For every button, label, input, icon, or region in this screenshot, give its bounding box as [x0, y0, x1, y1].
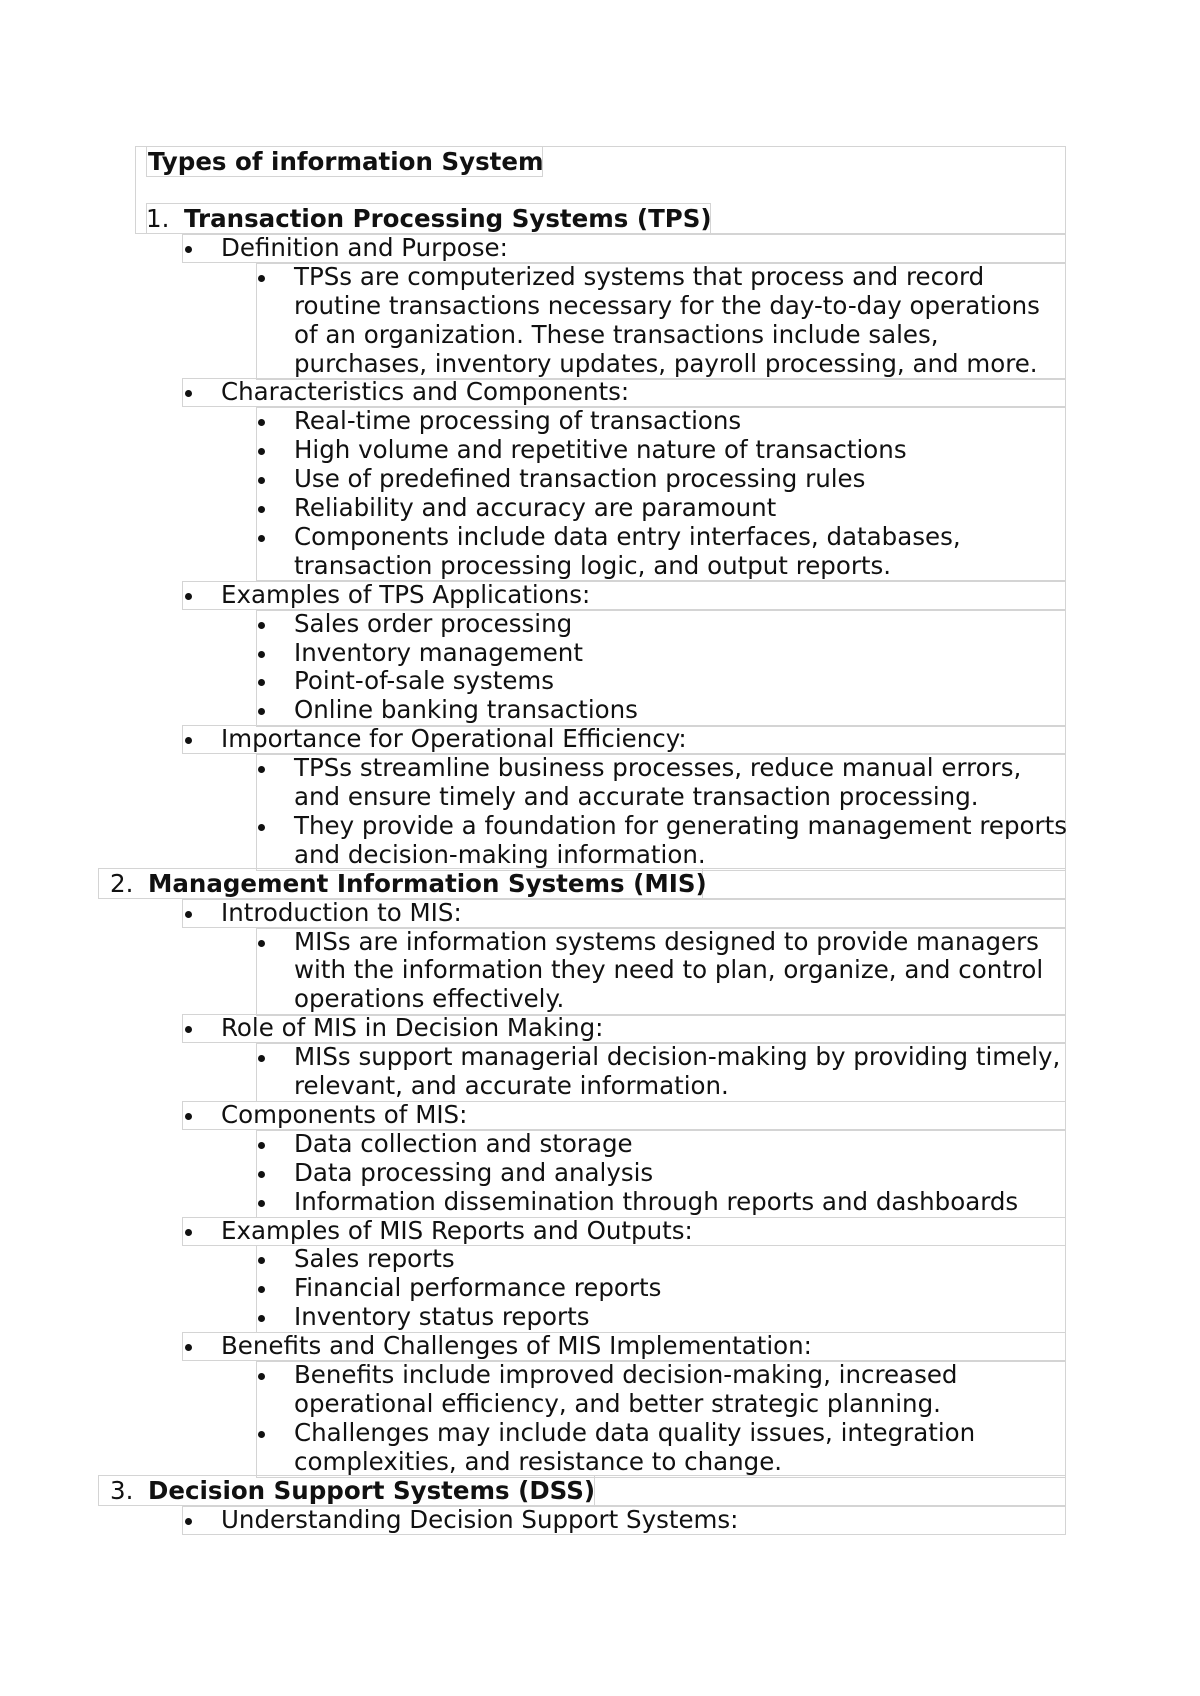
section-number: 1.	[146, 204, 170, 233]
bullet-marker	[258, 824, 265, 831]
sub-item-text: MISs support managerial decision-making by providing timely,	[294, 1042, 1061, 1072]
sub-item-text: complexities, and resistance to change.	[294, 1446, 783, 1476]
list-item-label: Understanding Decision Support Systems:	[221, 1504, 739, 1534]
bullet-marker	[258, 1373, 265, 1380]
sub-item-text: Online banking transactions	[294, 695, 638, 725]
sub-item-text: High volume and repetitive nature of transactions	[294, 435, 907, 465]
sub-item-text: transaction processing logic, and output reports.	[294, 550, 892, 580]
list-item-label: Examples of TPS Applications:	[221, 579, 591, 609]
list-item-label: Characteristics and Components:	[221, 377, 630, 407]
bullet-marker	[185, 1113, 192, 1120]
sub-item-text: Components include data entry interfaces, databases,	[294, 521, 961, 551]
sub-item-text: operations effectively.	[294, 984, 565, 1014]
bullet-marker	[258, 1315, 265, 1322]
sub-item-text: Challenges may include data quality issues, integration	[294, 1417, 976, 1447]
sub-item-text: Point-of-sale systems	[294, 666, 555, 696]
bullet-marker	[258, 1431, 265, 1438]
sub-item-text: operational efficiency, and better strategic planning.	[294, 1388, 941, 1418]
sub-item-text: MISs are information systems designed to provide managers	[294, 926, 1039, 956]
sub-item-text: routine transactions necessary for the day-to-day operations	[294, 290, 1040, 320]
section-heading: Management Information Systems (MIS)	[148, 868, 707, 898]
sub-item-text: Information dissemination through reports and dashboards	[294, 1186, 1019, 1216]
bullet-marker	[185, 1229, 192, 1236]
sub-item-text: Inventory status reports	[294, 1302, 590, 1332]
sub-item-text: Sales reports	[294, 1244, 455, 1274]
bullet-marker	[258, 1055, 265, 1062]
list-item-label: Importance for Operational Efficiency:	[221, 724, 687, 754]
bullet-marker	[258, 477, 265, 484]
bullet-marker	[258, 275, 265, 282]
sub-item-text: They provide a foundation for generating management reports	[294, 810, 1067, 840]
bullet-marker	[185, 1344, 192, 1351]
bullet-marker	[258, 535, 265, 542]
list-item-label: Role of MIS in Decision Making:	[221, 1013, 604, 1043]
bullet-marker	[258, 1171, 265, 1178]
sub-item-text: Use of predefined transaction processing rules	[294, 464, 866, 494]
section-number: 3.	[110, 1475, 134, 1505]
sub-item-text: and ensure timely and accurate transaction processing.	[294, 782, 979, 811]
sub-item-text: Inventory management	[294, 637, 583, 667]
bullet-marker	[258, 1286, 265, 1293]
bullet-marker	[185, 1518, 192, 1525]
list-item-label: Examples of MIS Reports and Outputs:	[221, 1215, 693, 1245]
sub-item-text: of an organization. These transactions include sales,	[294, 319, 939, 349]
sub-item-text: Data collection and storage	[294, 1128, 633, 1158]
bullet-marker	[258, 1142, 265, 1149]
document-title: Types of information System	[148, 147, 544, 176]
sub-item-text: Real-time processing of transactions	[294, 406, 742, 436]
sub-item-text: TPSs are computerized systems that process and record	[294, 261, 985, 291]
sub-item-text: Data processing and analysis	[294, 1157, 654, 1187]
bullet-marker	[185, 390, 192, 397]
list-item-label: Benefits and Challenges of MIS Implementation:	[221, 1331, 812, 1361]
list-item-label: Introduction to MIS:	[221, 897, 462, 927]
bullet-marker	[258, 419, 265, 426]
bullet-marker	[258, 766, 265, 773]
bullet-marker	[258, 679, 265, 686]
sub-item-text: with the information they need to plan, organize, and control	[294, 955, 1044, 985]
section-number: 2.	[110, 868, 134, 898]
bullet-marker	[185, 737, 192, 744]
bullet-marker	[258, 651, 265, 658]
sub-item-text: Financial performance reports	[294, 1273, 662, 1303]
sub-item-text: and decision-making information.	[294, 839, 706, 869]
bullet-marker	[258, 708, 265, 715]
list-item-label: Definition and Purpose:	[221, 232, 508, 262]
sub-item-text: relevant, and accurate information.	[294, 1071, 729, 1100]
sub-item-text: TPSs streamline business processes, reduce manual errors,	[294, 753, 1022, 783]
sub-item-text: purchases, inventory updates, payroll processing, and more.	[294, 348, 1038, 378]
bullet-marker	[185, 911, 192, 918]
bullet-marker	[258, 1200, 265, 1207]
bullet-marker	[185, 246, 192, 253]
bullet-marker	[258, 1257, 265, 1264]
sub-item-text: Reliability and accuracy are paramount	[294, 493, 777, 522]
sub-item-text: Benefits include improved decision-making, increased	[294, 1360, 958, 1389]
bullet-marker	[185, 593, 192, 600]
section-heading: Transaction Processing Systems (TPS)	[184, 204, 712, 233]
bullet-marker	[258, 506, 265, 513]
bullet-marker	[258, 622, 265, 629]
sub-item-text: Sales order processing	[294, 608, 573, 638]
bullet-marker	[258, 448, 265, 455]
section-heading: Decision Support Systems (DSS)	[148, 1475, 596, 1505]
bullet-marker	[185, 1026, 192, 1033]
list-item-label: Components of MIS:	[221, 1099, 468, 1129]
bullet-marker	[258, 940, 265, 947]
